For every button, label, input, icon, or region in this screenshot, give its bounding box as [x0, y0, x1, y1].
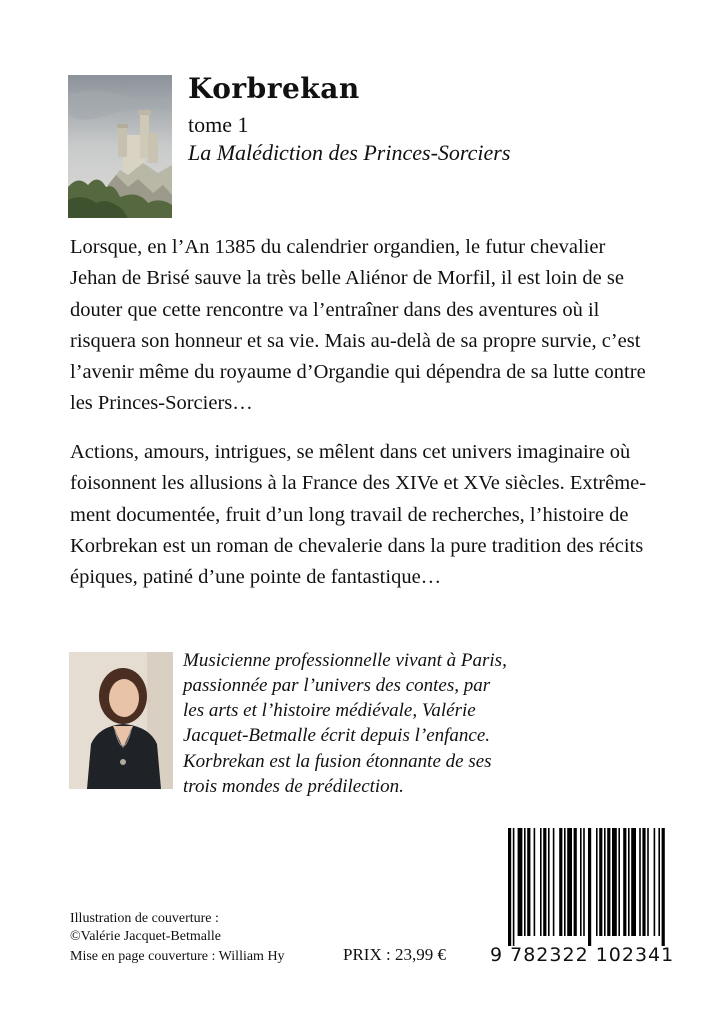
synopsis-line: Actions, amours, intrigues, se mêlent dans cet univers imaginaire où [70, 441, 631, 463]
barcode-bar [607, 828, 610, 936]
barcode-bar [662, 828, 665, 946]
barcode-bar [527, 828, 530, 936]
price-label: PRIX : 23,99 € [343, 945, 446, 964]
synopsis-line: Jehan de Brisé sauve la très belle Aliénor de Morfil, il est loin de se [70, 267, 624, 290]
barcode-bar [534, 828, 536, 936]
barcode-bar [553, 828, 555, 936]
barcode-bar [654, 828, 656, 936]
author-bio-paragraph-1 [183, 648, 563, 748]
barcode-bar [612, 828, 617, 936]
isbn-digits: 9 782322 102341 [490, 944, 675, 966]
barcode-bar [564, 828, 566, 936]
book-title: Korbrekan [188, 72, 360, 105]
barcode-bar [642, 828, 645, 936]
bio-line: Musicienne professionnelle vivant à Paris, [183, 650, 507, 671]
synopsis-line: les Princes-Sorciers… [70, 392, 253, 415]
book-volume: tome 1 [188, 112, 249, 137]
synopsis-line: l’avenir même du royaume d’Organdie qui dépendra de sa lutte contre [70, 361, 646, 384]
barcode-bar [580, 828, 582, 936]
cover-illustration [68, 75, 172, 218]
barcode-bar [628, 828, 630, 936]
barcode-bar [596, 828, 598, 936]
bio-line: les arts et l’histoire médiévale, Valérie [183, 700, 476, 721]
barcode-bar [524, 828, 526, 936]
bio-line: Jacquet-Betmalle écrit depuis l’enfance. [183, 725, 491, 746]
illustration-label: Illustration de couverture : [70, 911, 219, 926]
synopsis-line: foisonnent les allusions à la France des XIVe et XVe siècles. Extrême- [70, 472, 647, 495]
isbn-barcode [508, 828, 676, 946]
bio-line: passionnée par l’univers des contes, par [183, 675, 491, 696]
barcode-bar [583, 828, 585, 936]
illustration-credit-name: ©Valérie Jacquet-Betmalle [70, 929, 221, 944]
synopsis-line: ment documentée, fruit d’un long travail de recherches, l’histoire de [70, 503, 629, 526]
book-subtitle: La Malédiction des Princes-Sorciers [188, 140, 511, 165]
author-photo [69, 652, 173, 789]
barcode-bar [658, 828, 660, 936]
barcode-bar [599, 828, 602, 936]
synopsis-line: Lorsque, en l’An 1385 du calendrier organdien, le futur chevalier [70, 236, 606, 258]
bio-line: Korbrekan est la fusion étonnante de ses [183, 751, 492, 772]
barcode-bar [631, 828, 636, 936]
synopsis-line: épiques, patiné d’une pointe de fantastique… [70, 566, 442, 589]
barcode-bar [548, 828, 550, 936]
synopsis-paragraph-1 [70, 232, 660, 420]
synopsis-paragraph-2 [70, 437, 660, 593]
barcode-bar [543, 828, 546, 936]
barcode-bar [604, 828, 606, 936]
barcode-bar [508, 828, 511, 946]
bio-line: trois mondes de prédilection. [183, 776, 404, 797]
barcode-bar [513, 828, 515, 946]
author-bio-paragraph-2 [183, 749, 563, 799]
synopsis-line: douter que cette rencontre va l’entraîner dans des aventures où il [70, 298, 600, 321]
barcode-bar [540, 828, 542, 936]
barcode-bar [639, 828, 641, 936]
barcode-bar [647, 828, 649, 936]
layout-credit: Mise en page couverture : William Hy [70, 949, 285, 964]
barcode-bar [559, 828, 562, 936]
barcode-bar [567, 828, 572, 936]
barcode-bar [623, 828, 626, 936]
synopsis-line: Korbrekan est un roman de chevalerie dans la pure tradition des récits [70, 534, 644, 557]
illustration-credit [70, 910, 221, 946]
barcode-bar [574, 828, 577, 936]
barcode-bar [618, 828, 620, 936]
barcode-bar [518, 828, 523, 936]
synopsis-line: risquera son honneur et sa vie. Mais au-delà de sa propre survie, c’est [70, 329, 641, 352]
barcode-bar [588, 828, 591, 946]
